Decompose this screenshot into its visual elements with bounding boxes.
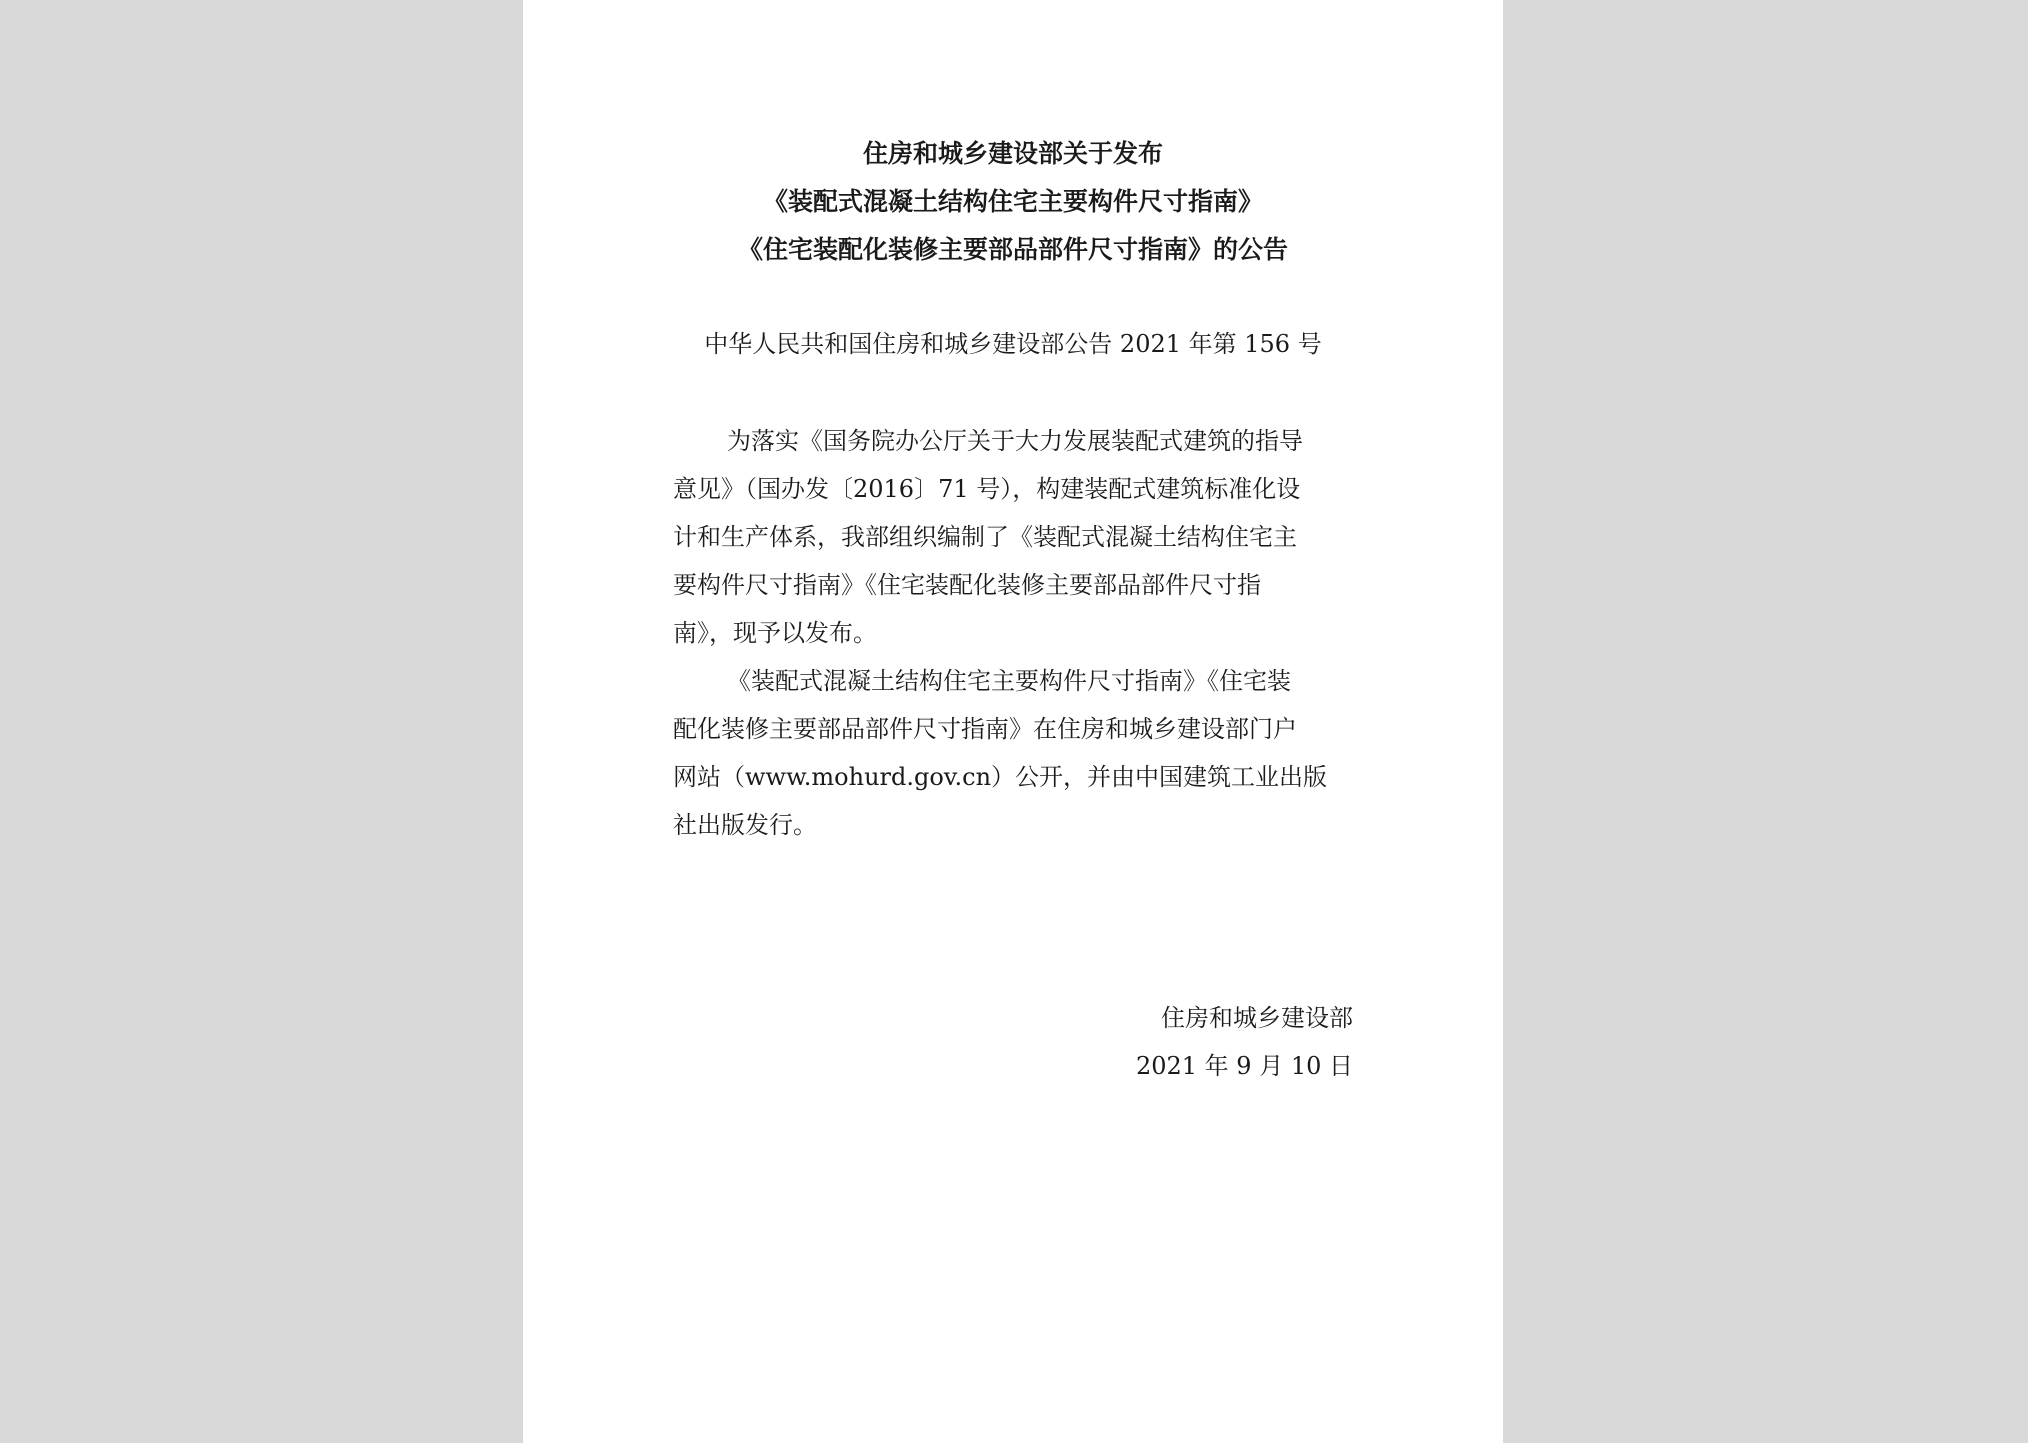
text-line: 南》，现予以发布。 xyxy=(673,619,877,647)
notice-number: 中华人民共和国住房和城乡建设部公告 2021 年第 156 号 xyxy=(704,330,1322,358)
document-title xyxy=(523,130,1503,274)
text-line: 配化装修主要部品部件尺寸指南》在住房和城乡建设部门户 xyxy=(673,715,1297,743)
issuer-name: 住房和城乡建设部 xyxy=(1161,1004,1353,1032)
text-line: 社出版发行。 xyxy=(673,811,817,839)
text-line: 《装配式混凝土结构住宅主要构件尺寸指南》《住宅装 xyxy=(727,667,1291,695)
issue-date: 2021 年 9 月 10 日 xyxy=(1135,1052,1353,1080)
signature-block xyxy=(1136,994,1353,1090)
text-line: 意见》（国办发〔2016〕71 号），构建装配式建筑标准化设 xyxy=(673,475,1301,503)
document-page xyxy=(523,0,1503,1443)
text-line: 要构件尺寸指南》《住宅装配化装修主要部品部件尺寸指 xyxy=(673,571,1261,599)
text-line: 网站（www.mohurd.gov.cn）公开，并由中国建筑工业出版 xyxy=(673,763,1328,791)
paragraph-2 xyxy=(673,657,1363,849)
text-line: 计和生产体系，我部组织编制了《装配式混凝土结构住宅主 xyxy=(673,523,1297,551)
title-line: 《装配式混凝土结构住宅主要构件尺寸指南》 xyxy=(762,187,1263,216)
title-line: 《住宅装配化装修主要部品部件尺寸指南》的公告 xyxy=(737,235,1288,264)
text-line: 为落实《国务院办公厅关于大力发展装配式建筑的指导 xyxy=(727,427,1303,455)
title-line: 住房和城乡建设部关于发布 xyxy=(862,139,1163,168)
document-body xyxy=(673,417,1363,849)
paragraph-1 xyxy=(673,417,1363,657)
